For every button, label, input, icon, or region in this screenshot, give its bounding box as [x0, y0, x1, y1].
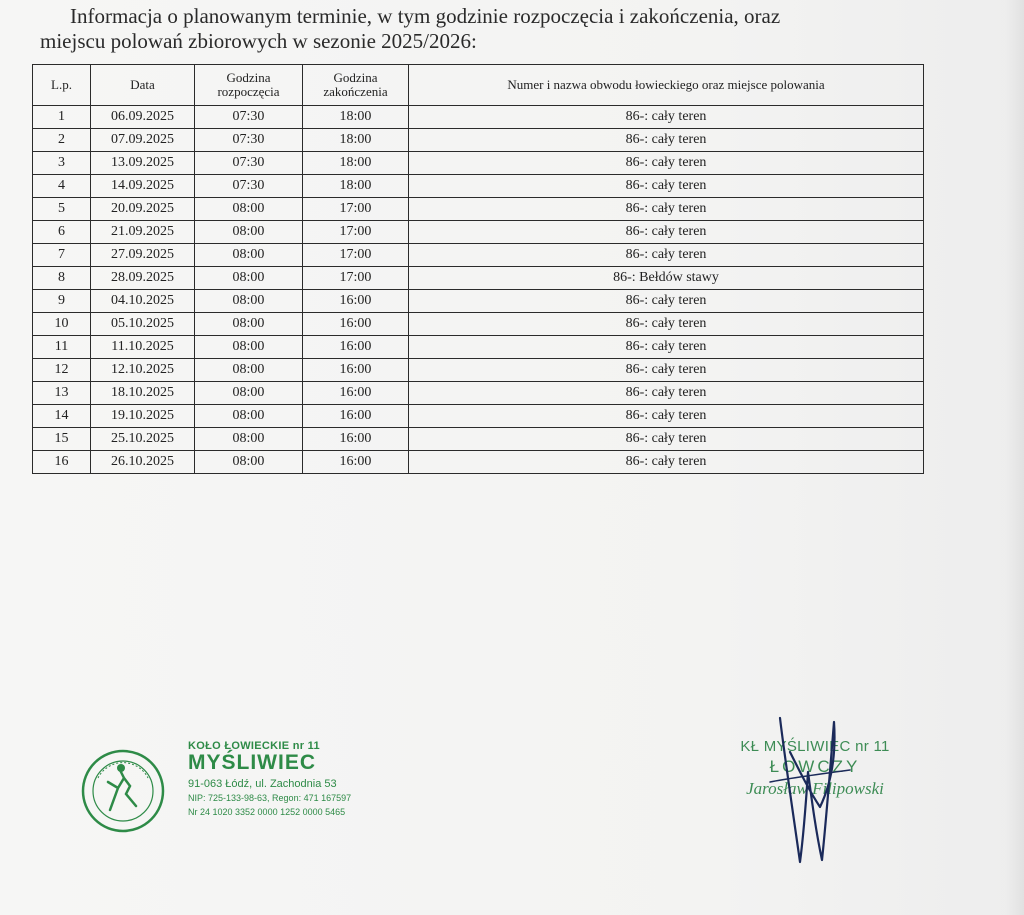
cell-date: 20.09.2025 — [91, 198, 195, 221]
cell-start: 08:00 — [195, 290, 303, 313]
cell-lp: 2 — [33, 129, 91, 152]
cell-date: 26.10.2025 — [91, 451, 195, 474]
cell-end: 17:00 — [303, 267, 409, 290]
table-row — [33, 382, 924, 405]
cell-lp: 4 — [33, 175, 91, 198]
cell-lp: 7 — [33, 244, 91, 267]
cell-start: 08:00 — [195, 359, 303, 382]
cell-end: 17:00 — [303, 244, 409, 267]
cell-end: 16:00 — [303, 405, 409, 428]
cell-lp: 11 — [33, 336, 91, 359]
table-body — [33, 106, 924, 474]
cell-end: 16:00 — [303, 451, 409, 474]
cell-start: 08:00 — [195, 428, 303, 451]
header-end-line-1: Godzina — [333, 70, 378, 85]
cell-start: 07:30 — [195, 152, 303, 175]
table-header-row — [33, 65, 924, 106]
cell-end: 16:00 — [303, 336, 409, 359]
heading-line-2: miejscu polowań zbiorowych w sezonie 2025/2026: — [40, 29, 477, 53]
cell-start: 08:00 — [195, 198, 303, 221]
cell-start: 08:00 — [195, 336, 303, 359]
cell-lp: 3 — [33, 152, 91, 175]
table-row — [33, 451, 924, 474]
cell-place: 86-: cały teren — [409, 106, 924, 129]
table-row — [33, 359, 924, 382]
cell-date: 05.10.2025 — [91, 313, 195, 336]
cell-place: 86-: cały teren — [409, 405, 924, 428]
officer-stamp-club: KŁ MYŚLIWIEC nr 11 — [740, 738, 890, 755]
table-row — [33, 290, 924, 313]
cell-end: 16:00 — [303, 359, 409, 382]
club-seal-icon — [80, 748, 166, 834]
cell-date: 21.09.2025 — [91, 221, 195, 244]
cell-date: 27.09.2025 — [91, 244, 195, 267]
cell-date: 13.09.2025 — [91, 152, 195, 175]
header-start-line-1: Godzina — [226, 70, 271, 85]
cell-place: 86-: Bełdów stawy — [409, 267, 924, 290]
cell-end: 18:00 — [303, 129, 409, 152]
header-end-time — [303, 65, 409, 106]
cell-place: 86-: cały teren — [409, 359, 924, 382]
table-row — [33, 244, 924, 267]
club-bank-account: Nr 24 1020 3352 0000 1252 0000 5465 — [188, 807, 346, 817]
club-stamp-text — [188, 740, 388, 817]
cell-start: 07:30 — [195, 129, 303, 152]
cell-place: 86-: cały teren — [409, 382, 924, 405]
club-address: 91-063 Łódź, ul. Zachodnia 53 — [188, 778, 337, 790]
header-date: Data — [91, 65, 195, 106]
cell-start: 08:00 — [195, 451, 303, 474]
table-row — [33, 152, 924, 175]
officer-stamp-name: Jarosław Filipowski — [746, 779, 884, 798]
cell-date: 25.10.2025 — [91, 428, 195, 451]
table-row — [33, 336, 924, 359]
cell-lp: 15 — [33, 428, 91, 451]
cell-start: 08:00 — [195, 244, 303, 267]
cell-end: 17:00 — [303, 221, 409, 244]
cell-end: 16:00 — [303, 313, 409, 336]
cell-lp: 5 — [33, 198, 91, 221]
cell-date: 07.09.2025 — [91, 129, 195, 152]
cell-date: 11.10.2025 — [91, 336, 195, 359]
table-row — [33, 405, 924, 428]
cell-place: 86-: cały teren — [409, 313, 924, 336]
cell-end: 18:00 — [303, 106, 409, 129]
cell-start: 08:00 — [195, 221, 303, 244]
cell-lp: 14 — [33, 405, 91, 428]
cell-start: 08:00 — [195, 313, 303, 336]
header-lp: L.p. — [33, 65, 91, 106]
table-row — [33, 313, 924, 336]
header-place: Numer i nazwa obwodu łowieckiego oraz miejsce polowania — [409, 65, 924, 106]
table-row — [33, 175, 924, 198]
table-row — [33, 221, 924, 244]
cell-start: 07:30 — [195, 106, 303, 129]
cell-start: 08:00 — [195, 267, 303, 290]
cell-end: 18:00 — [303, 152, 409, 175]
cell-lp: 9 — [33, 290, 91, 313]
cell-date: 06.09.2025 — [91, 106, 195, 129]
document-heading — [40, 4, 940, 54]
cell-end: 18:00 — [303, 175, 409, 198]
cell-lp: 16 — [33, 451, 91, 474]
cell-date: 04.10.2025 — [91, 290, 195, 313]
header-start-line-2: rozpoczęcia — [217, 84, 280, 99]
cell-place: 86-: cały teren — [409, 129, 924, 152]
cell-end: 17:00 — [303, 198, 409, 221]
cell-date: 14.09.2025 — [91, 175, 195, 198]
cell-place: 86-: cały teren — [409, 221, 924, 244]
cell-lp: 13 — [33, 382, 91, 405]
cell-place: 86-: cały teren — [409, 175, 924, 198]
table-row — [33, 106, 924, 129]
hunting-schedule-table — [32, 64, 924, 474]
header-start-time — [195, 65, 303, 106]
club-nip-regon: NIP: 725-133-98-63, Regon: 471 167597 — [188, 793, 352, 803]
table-row — [33, 428, 924, 451]
club-title: MYŚLIWIEC — [188, 751, 316, 774]
cell-place: 86-: cały teren — [409, 451, 924, 474]
cell-place: 86-: cały teren — [409, 152, 924, 175]
cell-end: 16:00 — [303, 428, 409, 451]
cell-place: 86-: cały teren — [409, 428, 924, 451]
cell-lp: 8 — [33, 267, 91, 290]
cell-end: 16:00 — [303, 382, 409, 405]
cell-lp: 1 — [33, 106, 91, 129]
heading-line-1: Informacja o planowanym terminie, w tym godzinie rozpoczęcia i zakończenia, oraz — [70, 4, 781, 28]
cell-start: 08:00 — [195, 405, 303, 428]
cell-end: 16:00 — [303, 290, 409, 313]
cell-start: 08:00 — [195, 382, 303, 405]
cell-lp: 12 — [33, 359, 91, 382]
table-row — [33, 129, 924, 152]
table-row — [33, 198, 924, 221]
cell-place: 86-: cały teren — [409, 198, 924, 221]
header-end-line-2: zakończenia — [323, 84, 388, 99]
cell-lp: 10 — [33, 313, 91, 336]
table-row — [33, 267, 924, 290]
officer-stamp-role: ŁOWCZY — [769, 757, 861, 776]
cell-date: 12.10.2025 — [91, 359, 195, 382]
cell-date: 18.10.2025 — [91, 382, 195, 405]
paper-edge-shadow — [1006, 0, 1024, 915]
club-stamp — [80, 740, 380, 840]
cell-place: 86-: cały teren — [409, 244, 924, 267]
cell-date: 28.09.2025 — [91, 267, 195, 290]
cell-start: 07:30 — [195, 175, 303, 198]
cell-date: 19.10.2025 — [91, 405, 195, 428]
club-name-line: KOŁO ŁOWIECKIE nr 11 — [188, 740, 320, 752]
handwritten-signature-icon — [760, 712, 860, 872]
cell-place: 86-: cały teren — [409, 336, 924, 359]
cell-place: 86-: cały teren — [409, 290, 924, 313]
cell-lp: 6 — [33, 221, 91, 244]
